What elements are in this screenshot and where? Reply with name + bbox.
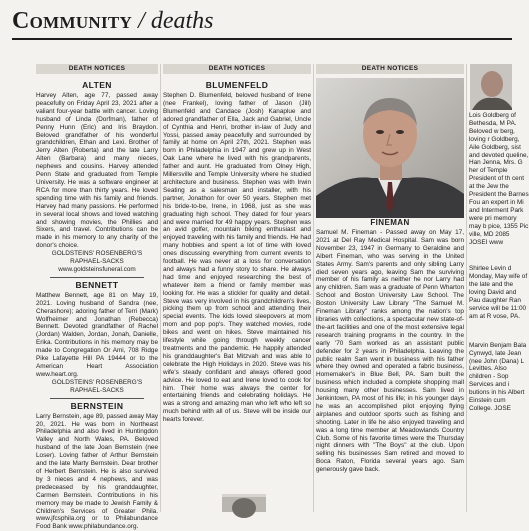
obituary-bennett [36,280,158,395]
obituary-name: BLUMENFELD [205,80,269,90]
notice-divider [50,398,144,399]
section-title: Community / deaths [12,8,214,34]
obituary-text: Shirlee Levin d Monday, May wife of the late and the loving David and Pau daughter Ran service will be 11:00 am at R vose, PA. [469,265,528,320]
obituary-name: BERNSTEIN [70,400,124,411]
death-notices-banner: DEATH NOTICES [163,64,311,74]
death-notices-banner: DEATH NOTICES [316,64,464,74]
column-4 [469,64,529,512]
obituary-name: BENNETT [75,279,119,290]
column-1 [36,64,158,531]
column-divider [466,64,467,512]
funeral-home-website: www.goldsteinsfuneral.com [58,265,136,273]
obituary-bernstein [36,401,158,531]
obituary-blumenfeld [163,80,311,424]
death-notices-banner: DEATH NOTICES [36,64,158,74]
obituary-text: Marvin Benjam Bala Cynwyd, late Jean (nee John (Dana) L Levittes. Also children - Sop Services and i butions in his Albert Einstein cum College. JOSE [469,341,527,412]
funeral-home: GOLDSTEINS' ROSENBERG'S [51,250,143,258]
obituary-text: Samuel M. Fineman - Passed away on May 17, 2021 at Del Ray Medical Hospital. Sam was born November 23, 1947 in Germany to Geraldine and Albert Fineman, who was serving in the United States Army. Sam's parents and only sibling Larry died seven years ago, leaving Sam the surviving member of his family as neither he nor Larry had any children. Sam was a graduate of Penn Wharton School and Boston University Law School. The Boston University Law Library "The Samuel M. Fineman Library" ranks among the nation's top libraries with collections, a spectacular new state-of-the-art facilities and one of the most extensive legal research training programs in the country. In the early '70 Sam worked as an assistant public defender for 2 years in Philadelphia. Leaving the public realm Sam went in business with his father where they owned and operated a fabric business, Homemaker's in Blue Bell, PA. Sam built the business which included a complete shopping mall housing many other businesses. Sam lived in Jenkintown, PA most of his life; in his younger days he was an accomplished pilot enjoying flying airplanes and outdoor sports such as fishing and shooting. Later in life he also enjoyed traveling and was a long time member at Meadowlands Country Club. Some of his favorite times were the Thursday night dinners with "The Boys" at the club. Upon selling his businesses Sam retired and moved to Boca Raton, Florida several years ago. Sam generously gave back. [316,229,464,474]
obituary-name: ALTEN [82,80,112,90]
funeral-home: RAPHAEL-SACKS [70,386,124,394]
obituary-text: Lois Goldberg of Bethesda, M PA. Beloved w berg, loving r Goldberg, Aile Goldberg, sist and devoted queline, Han Jenna, Mrs. G her of Temple President of th cent at the Jew the President the Barnes Fou an expert in Mi and Interment Park were pri memory may b pice, 1355 Pic ville, MD 2085 JOSEI www [469,112,529,246]
obituary-photo [222,494,266,512]
obituary-name: FINEMAN [370,218,410,227]
notice-divider [50,277,144,278]
column-3 [316,218,464,512]
column-divider [160,64,161,512]
obituary-fineman [316,218,464,474]
obituary-text: Larry Bernstein, age 89, passed away May 20, 2021. He was born in Northeast Philadelphia and also lived in Huntingdon Valley and North Wales, PA. Beloved husband of the late Joan Bernstein (nee Loser). Loving father of Arthur Bernstein and the late Marty Bernstein. Dear brother of Herbert Bernstein. He is also survived by 3 nieces and 4 nephews, and was predeceased by his granddaughter, Carmen Bernstein. Contributions in his memory may be made to Jewish Family & Children's Services of Greater Phila. www.jfcsphila.org or to Philabundance Food Bank www.philabundance.org. [36,412,158,531]
obituary-text: Matthew Bennett, age 81 on May 19, 2021. Loving husband of Sandra (nee, Cherashore); adoring father of Terri (Mark) Wolfheimer and Jonathan (Rebecca) Bennett. Devoted grandfather of Rachel (Jordan) Walden, Jordan, Jonah, Danielle, Erika. Contributions in his memory may be made to Congregation Or Ami, 708 Ridge Pike Lafayette Hill PA 19444 or to the American Heart Association www.heart.org. [36,291,158,378]
column-divider [313,64,314,512]
section-subtitle: deaths [150,8,214,34]
portrait-photo [470,64,512,110]
column-2 [163,64,311,512]
obituary-text: Stephen D. Blumenfeld, beloved husband of Irene (nee Frankel), loving father of Jason (Jill) Blumenfeld and Candace (Josh) Kanaplue and adored grandfather of Ella, Jack and Gabriel, Uncle of Cynthia and Henri, brother in-law of Judy and Yossi, passed away peacefully and surrounded by family at home on April 27th, 2021. Stephen was born in Philadelphia in 1947 and grew up in West Oak Lane where he lived with his grandparents, father and aunt. He graduated from Olney High, Millersville and Temple University where he studied architecture and business. Stephen was with Irwin Seating as a salesman and installer, with his partner, Jonathon for over 50 years. Stephen met his bride-to-be, Irene, in 1968, just as she was graduating high school. They dated for four years and were married for 49 happy years. Stephen was an avid golfer, mountain biking enthusiast and enjoyed traveling with his family and friends. He had many hobbies and spent a lot of time with loved ones discussing everything from current events to football. He was never at a loss for conversation and always had a funny story to share. He always had time and enjoyed researching the best of whatever item a friend or family member was looking for. He was a stickler for quality and detail. Steve was very involved in his grandchildren's lives, picking them up from school and attending their special events. The kids loved sleepovers at mom mom and pop pop's. They watched movies, rode bikes and went on hikes. Steve maintained his lifestyle while going through weekly cancer treatments and the pandemic. He happily attended his granddaughter's Bat Mitzvah and was able to celebrate the High Holidays in 2020. Steve was his wife's steady confidant and always offered good advice. He loved to eat and Irene loved to cook for him. Their home was always the center for entertaining friends and celebrating holidays. He was a strong and amazing man who left who left so much behind with all of us. Steve will be inside our hearts forever. [163,92,311,424]
funeral-home: GOLDSTEINS' ROSENBERG'S [51,378,143,386]
funeral-home: RAPHAEL-SACKS [70,258,124,266]
obituary-text: Harvey Alten, age 77, passed away peacefully on Friday April 23, 2021 after a valiant four-year battle with cancer. Loving husband of Linda (Dorfman), father of Penny Hunn (Eric) and Iris Braydon. Beloved grandfather of his wonderful grandchildren, Ethan and Lexi. Brother of Jerry Alten (Roberta) and the late Larry Alten (Barbara) and many nieces, nephews and cousins. Harvey attended Penn State and graduated from Temple University. He was a software engineer at RCA for more than thirty years. He loved spending time with his family and friends. Harvey had many passions. He performed in several local shows and loved watching and showing movies, the Phillies and Sixers, and travel. Contributions can be made in his memory to any charity of the donor's choice. [36,92,158,250]
section-name: Community [12,8,133,34]
title-rule [12,38,512,40]
portrait-photo [316,78,464,218]
obituary-alten [36,80,158,274]
